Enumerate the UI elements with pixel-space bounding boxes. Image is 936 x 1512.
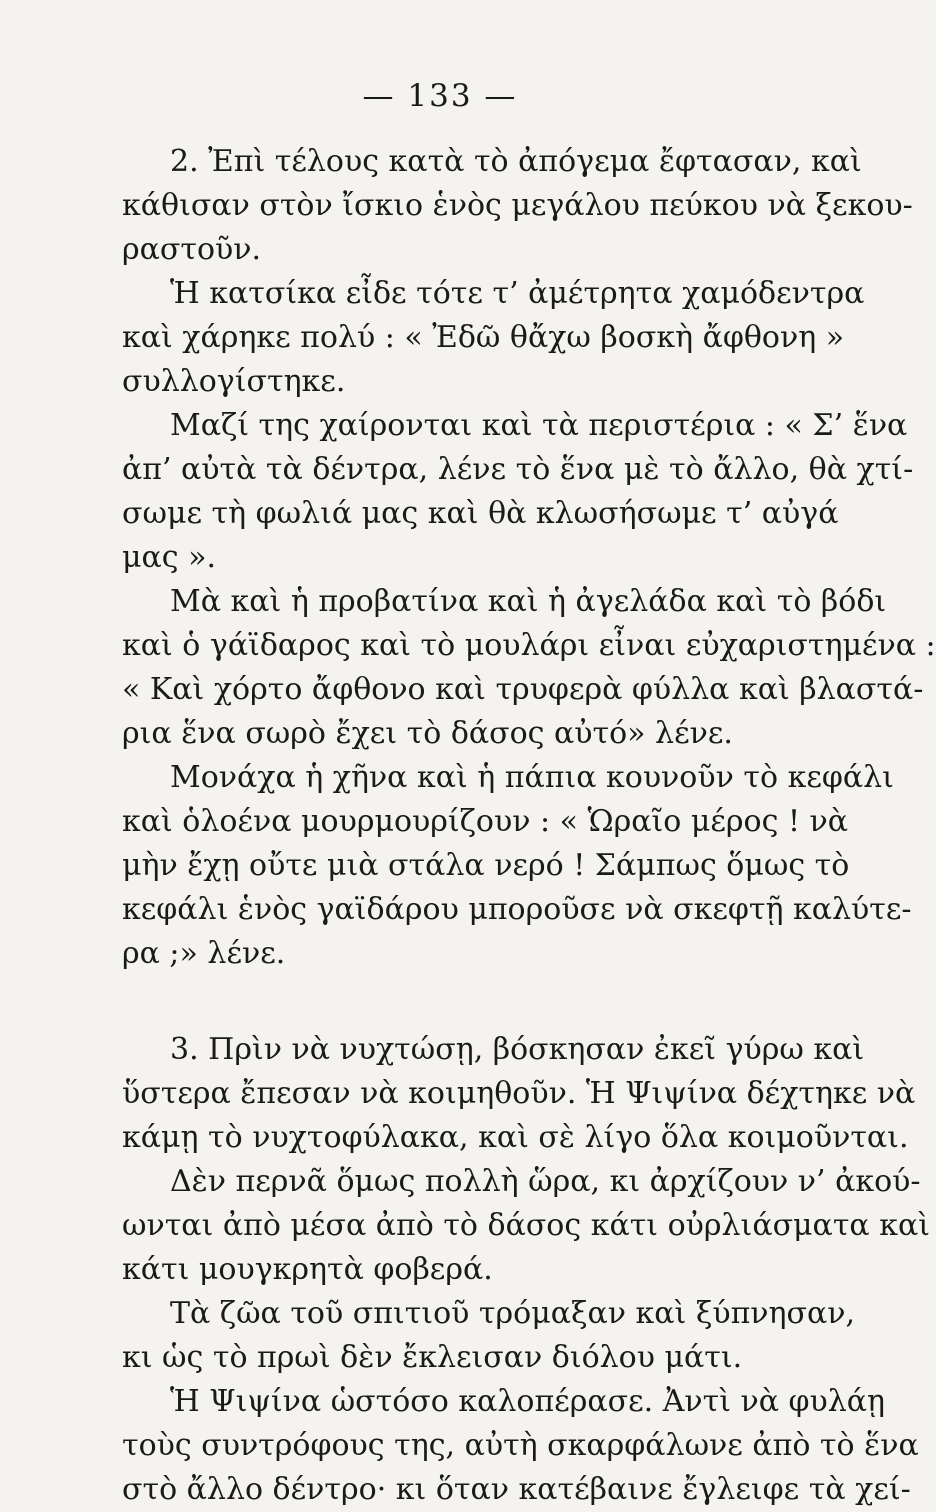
text-line: σωμε τὴ φωλιά μας καὶ θὰ κλωσήσωμε τ’ αὐγά: [122, 496, 839, 531]
text-line: ραστοῦν.: [122, 232, 262, 267]
text-line: κάτι μουγκρητὰ φοβερά.: [122, 1252, 493, 1287]
text-line: Τὰ ζῶα τοῦ σπιτιοῦ τρόμαξαν καὶ ξύπνησαν,: [170, 1296, 856, 1331]
text-line: τοὺς συντρόφους της, αὐτὴ σκαρφάλωνε ἀπὸ τὸ ἕνα: [122, 1428, 919, 1463]
text-line: Μαζί της χαίρονται καὶ τὰ περιστέρια : « Σ’ ἕνα: [170, 408, 908, 443]
text-line: ἀπ’ αὐτὰ τὰ δέντρα, λένε τὸ ἕνα μὲ τὸ ἄλλο, θὰ χτί-: [122, 452, 914, 487]
page-number: — 133 —: [362, 78, 518, 114]
text-line: Ἡ Ψιψίνα ὡστόσο καλοπέρασε. Ἀντὶ νὰ φυλάῃ: [170, 1384, 886, 1419]
text-line: Ἡ κατσίκα εἶδε τότε τ’ ἀμέτρητα χαμόδεντρα: [170, 276, 865, 311]
text-line: καὶ χάρηκε πολύ : « Ἐδῶ θἄχω βοσκὴ ἄφθονη »: [122, 320, 845, 355]
text-line: ωνται ἀπὸ μέσα ἀπὸ τὸ δάσος κάτι οὐρλιάσματα καὶ: [122, 1208, 930, 1243]
text-line: κάθισαν στὸν ἴσκιο ἑνὸς μεγάλου πεύκου νὰ ξεκου-: [122, 188, 913, 223]
text-line: 3. Πρὶν νὰ νυχτώσῃ, βόσκησαν ἐκεῖ γύρω καὶ: [170, 1032, 865, 1067]
text-line: « Καὶ χόρτο ἄφθονο καὶ τρυφερὰ φύλλα καὶ βλαστά-: [122, 672, 924, 707]
text-line: 2. Ἐπὶ τέλους κατὰ τὸ ἀπόγεμα ἔφτασαν, καὶ: [170, 144, 862, 179]
section-gap: [122, 976, 822, 1028]
text-line: Μονάχα ἡ χῆνα καὶ ἡ πάπια κουνοῦν τὸ κεφάλι: [170, 760, 894, 795]
text-line: καὶ ὁλοένα μουρμουρίζουν : « Ὡραῖο μέρος ! νὰ: [122, 804, 849, 839]
text-line: συλλογίστηκε.: [122, 364, 346, 399]
text-line: ρια ἕνα σωρὸ ἔχει τὸ δάσος αὐτό» λένε.: [122, 716, 733, 751]
text-line: στὸ ἄλλο δέντρο· κι ὅταν κατέβαινε ἔγλειφε τὰ χεί-: [122, 1472, 911, 1507]
text-line: Δὲν περνᾶ ὅμως πολλὴ ὥρα, κι ἀρχίζουν ν’ ἀκού-: [170, 1164, 921, 1199]
text-line: ὕστερα ἔπεσαν νὰ κοιμηθοῦν. Ἡ Ψιψίνα δέχτηκε νὰ: [122, 1076, 916, 1111]
body-text: [122, 140, 936, 1512]
text-line: κεφάλι ἑνὸς γαϊδάρου μποροῦσε νὰ σκεφτῇ καλύτε-: [122, 892, 912, 927]
text-line: κι ὡς τὸ πρωὶ δὲν ἔκλεισαν διόλου μάτι.: [122, 1340, 743, 1375]
text-line: μας ».: [122, 540, 216, 575]
text-line: Μὰ καὶ ἡ προβατίνα καὶ ἡ ἀγελάδα καὶ τὸ βόδι: [170, 584, 887, 619]
text-line: μὴν ἔχῃ οὔτε μιὰ στάλα νερό ! Σάμπως ὅμως τὸ: [122, 848, 850, 883]
text-line: καὶ ὁ γάϊδαρος καὶ τὸ μουλάρι εἶναι εὐχαριστημένα :: [122, 628, 936, 663]
text-line: ρα ;» λένε.: [122, 936, 286, 971]
text-line: κάμῃ τὸ νυχτοφύλακα, καὶ σὲ λίγο ὅλα κοιμοῦνται.: [122, 1120, 909, 1155]
